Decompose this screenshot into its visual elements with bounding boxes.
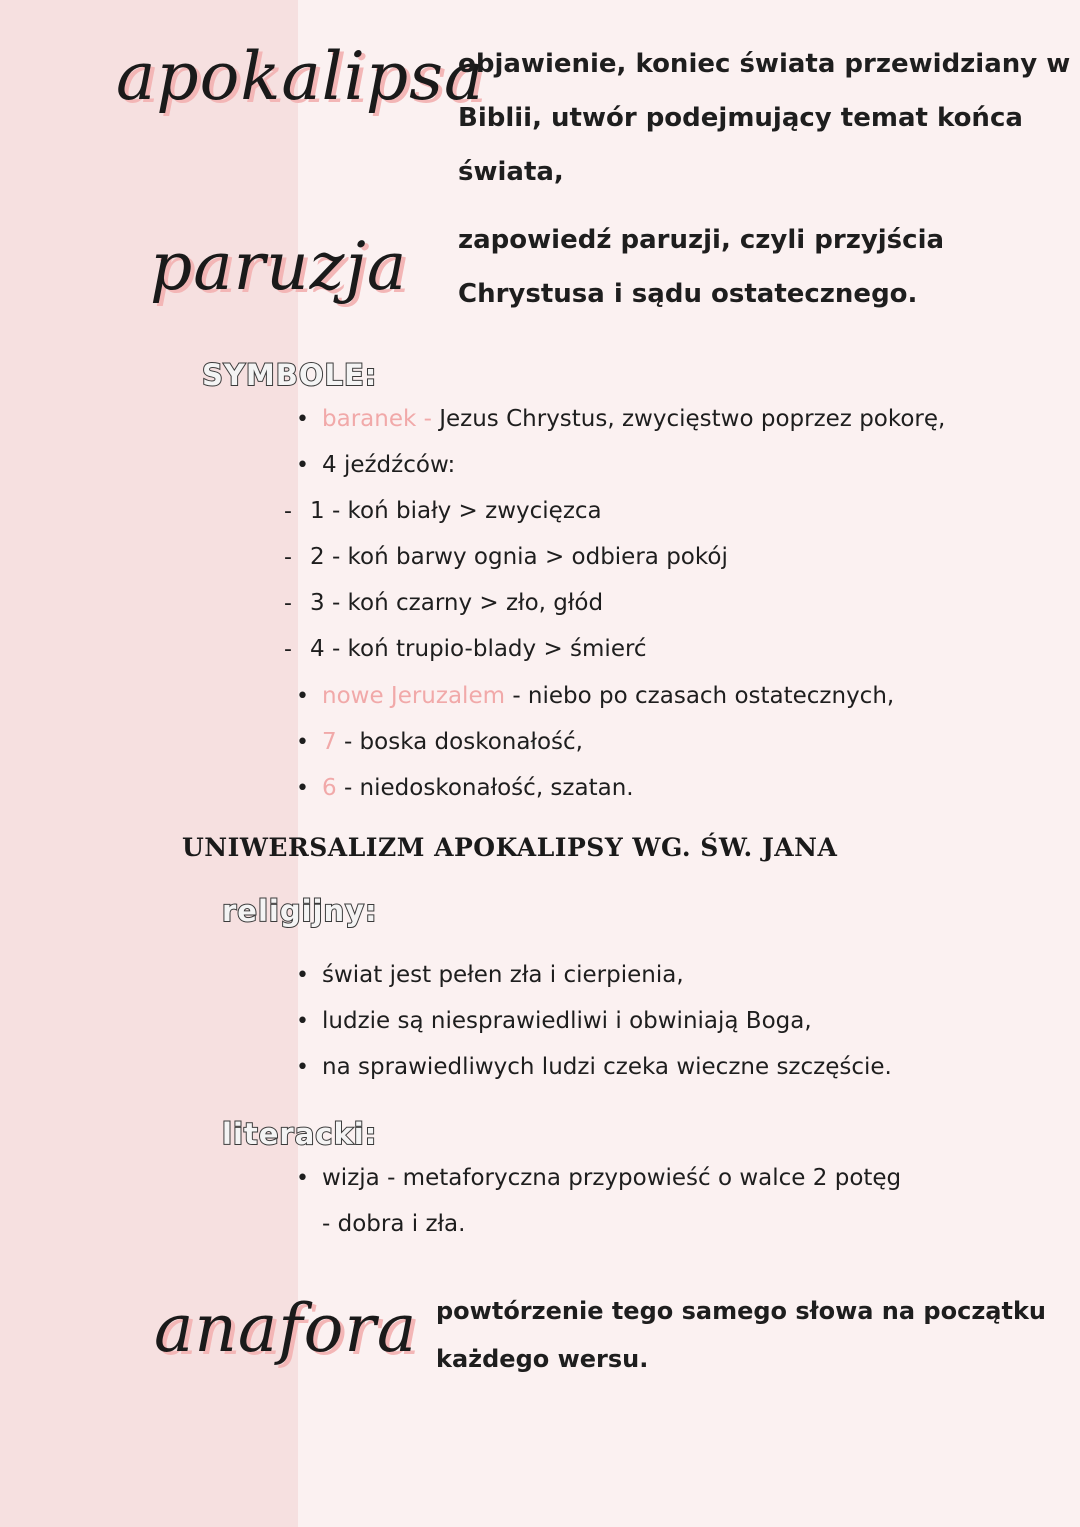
symbol-key: nowe Jeruzalem [322,683,506,709]
literacki-item [296,1165,901,1191]
religijny-item [296,962,684,988]
definition-line: objawienie, koniec świata przewidziany w [458,49,1071,79]
dash: - [284,499,292,524]
symbol-text: 4 jeźdźców: [322,452,456,478]
symbol-item [296,683,894,709]
rider-item [284,636,647,662]
rider-text: 3 - koń czarny > zło, głód [310,590,604,616]
symbol-key: 7 [322,729,337,755]
definition-line: Chrystusa i sądu ostatecznego. [458,279,918,309]
term-paruzja: paruzja [150,228,408,305]
rider-text: 2 - koń barwy ognia > odbiera pokój [310,544,728,570]
dash: - [284,591,292,616]
definition-line: Biblii, utwór podejmujący temat końca [458,103,1023,133]
literacki-continuation: - dobra i zła. [322,1211,466,1237]
bullet: • [296,963,309,988]
symbol-key: 6 [322,775,337,801]
rider-text: 4 - koń trupio-blady > śmierć [310,636,647,662]
uniwersalizm-heading: UNIWERSALIZM APOKALIPSY WG. ŚW. JANA [182,833,838,862]
symbol-item [296,729,583,755]
rider-text: 1 - koń biały > zwycięzca [310,498,602,524]
symbol-text: Jezus Chrystus, zwycięstwo poprzez pokorę, [431,406,946,432]
definition-paruzja [458,213,944,321]
symbol-text: - niedoskonałość, szatan. [336,775,634,801]
definition-line: powtórzenie tego samego słowa na początku [436,1297,1047,1325]
rider-item [284,590,603,616]
symbole-label: SYMBOLE: [202,358,378,392]
definition-line: świata, [458,157,564,187]
symbol-text: - boska doskonałość, [336,729,583,755]
bullet: • [296,730,309,755]
bullet: • [296,776,309,801]
term-apokalipsa: apokalipsa [116,38,485,115]
religijny-text: ludzie są niesprawiedliwi i obwiniają Boga, [322,1008,812,1034]
religijny-label: religijny: [222,894,378,928]
bullet: • [296,1166,309,1191]
bullet: • [296,1055,309,1080]
religijny-text: świat jest pełen zła i cierpienia, [322,962,684,988]
bullet: • [296,407,309,432]
definition-line: zapowiedź paruzji, czyli przyjścia [458,225,945,255]
rider-item [284,544,728,570]
literacki-text: wizja - metaforyczna przypowieść o walce 2 potęg [322,1165,902,1191]
definition-anafora [436,1287,1046,1383]
symbol-item [296,406,945,432]
religijny-item [296,1008,812,1034]
rider-item [284,498,602,524]
religijny-item [296,1054,892,1080]
dash: - [284,637,292,662]
dash: - [284,545,292,570]
symbol-item [296,775,634,801]
symbol-text: - niebo po czasach ostatecznych, [505,683,895,709]
term-anafora: anafora [154,1290,418,1367]
definition-line: każdego wersu. [436,1345,649,1373]
religijny-text: na sprawiedliwych ludzi czeka wieczne szczęście. [322,1054,892,1080]
symbol-key: baranek - [322,406,432,432]
literacki-label: literacki: [222,1117,378,1151]
bullet: • [296,453,309,478]
symbol-item [296,452,455,478]
bullet: • [296,1009,309,1034]
definition-apokalipsa [458,37,1070,199]
bullet: • [296,684,309,709]
